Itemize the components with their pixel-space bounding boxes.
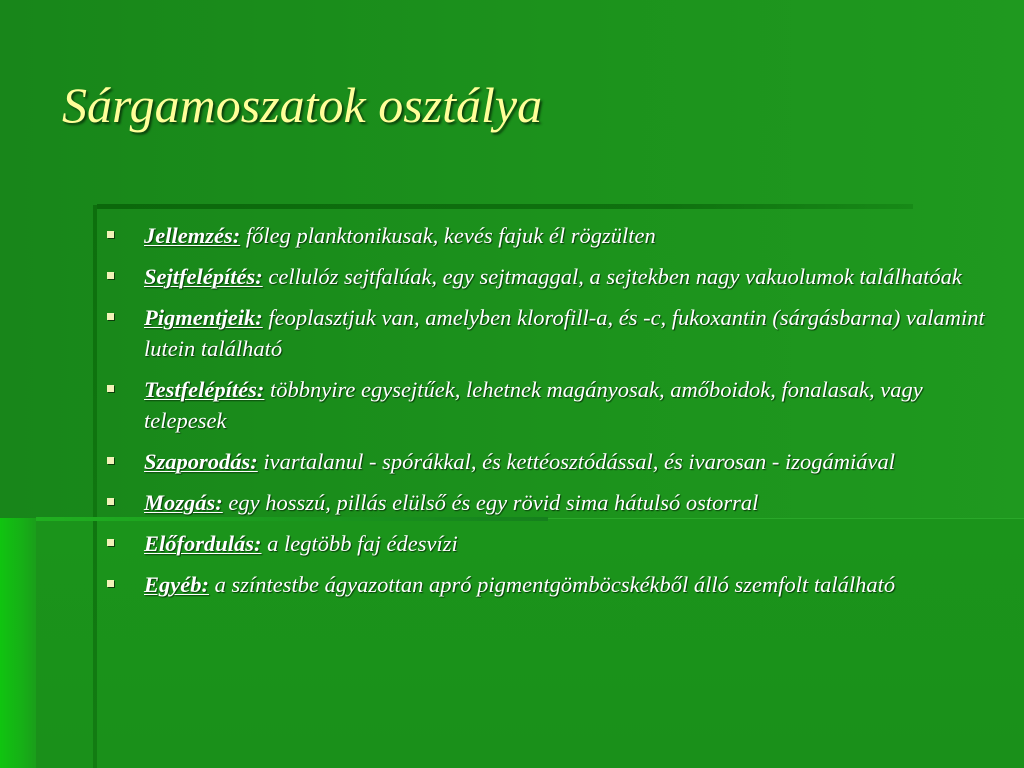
square-bullet-icon [107, 385, 114, 392]
bullet-item-testfelepites [107, 374, 987, 436]
square-bullet-icon [107, 498, 114, 505]
bullet-item-elofordulas [107, 528, 987, 559]
bullet-term: Jellemzés: [144, 223, 241, 248]
bullet-term: Testfelépítés: [144, 377, 265, 402]
bullet-item-szaporodas [107, 446, 987, 477]
bullet-term: Pigmentjeik: [144, 305, 263, 330]
decorative-top-line [97, 204, 913, 209]
decorative-left-strip [0, 518, 36, 768]
bullet-text: többnyire egysejtűek, lehetnek magányosak, amőboidok, fonalasak, vagy telepesek [144, 377, 923, 433]
bullet-text: a legtöbb faj édesvízi [261, 531, 458, 556]
bullet-text: ivartalanul - spórákkal, és kettéosztódással, és ivarosan - izogámiával [257, 449, 896, 474]
slide-title: Sárgamoszatok osztálya [62, 77, 543, 133]
bullet-item-jellemzes [107, 220, 987, 251]
bullet-text: feoplasztjuk van, amelyben klorofill-a, és -c, fukoxantin (sárgásbarna) valamint lutein található [144, 305, 985, 361]
bullet-term: Mozgás: [144, 490, 223, 515]
bullet-term: Szaporodás: [144, 449, 258, 474]
square-bullet-icon [107, 457, 114, 464]
bullet-list [107, 220, 987, 610]
bullet-text: cellulóz sejtfalúak, egy sejtmaggal, a sejtekben nagy vakuolumok találhatóak [262, 264, 962, 289]
square-bullet-icon [107, 580, 114, 587]
square-bullet-icon [107, 313, 114, 320]
bullet-text: főleg planktonikusak, kevés fajuk él rögzülten [240, 223, 656, 248]
bullet-item-egyeb [107, 569, 987, 600]
bullet-term: Sejtfelépítés: [144, 264, 263, 289]
bullet-item-mozgas [107, 487, 987, 518]
decorative-vertical-line [93, 205, 97, 768]
bullet-term: Egyéb: [144, 572, 209, 597]
bullet-text: a színtestbe ágyazottan apró pigmentgömböcskékből álló szemfolt található [208, 572, 896, 597]
square-bullet-icon [107, 272, 114, 279]
square-bullet-icon [107, 539, 114, 546]
bullet-item-sejtfelepites [107, 261, 987, 292]
bullet-item-pigmentjeik [107, 302, 987, 364]
bullet-term: Előfordulás: [144, 531, 262, 556]
square-bullet-icon [107, 231, 114, 238]
bullet-text: egy hosszú, pillás elülső és egy rövid sima hátulsó ostorral [222, 490, 759, 515]
